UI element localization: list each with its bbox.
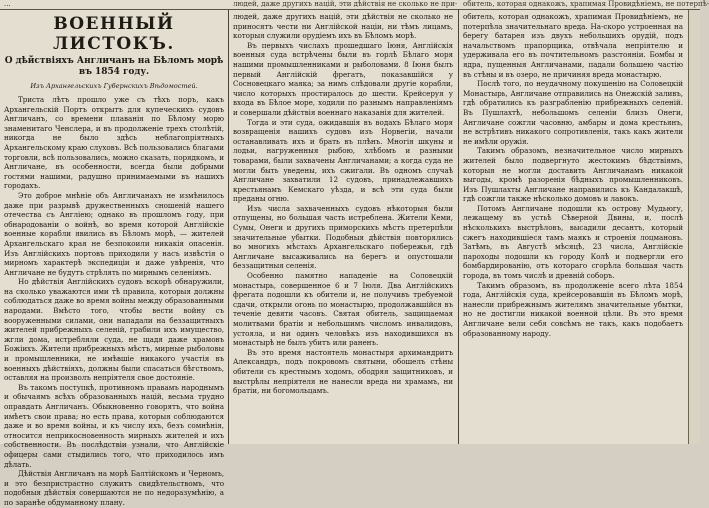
column-divider-1: [228, 10, 229, 444]
paragraph: Дѣйствія Англичанъ на морѣ Балтійскомъ и Черномъ, и это безпристрастно служитъ свидѣтельствомъ, что подобныя дѣйствія совершаются не по недоразумѣнію, а по заранѣе обдуманному плану.: [4, 469, 224, 507]
column-3: [463, 12, 683, 444]
paragraph: Такимъ образомъ, незначительное число мирныхъ жителей было подвергнуто жестокимъ бѣдствіямъ, которыя не могли доставить Англичанамъ никакой выгоды, кромѣ разоренія бѣдныхъ промышленниковъ. Изъ Пушлахты Англичане направились къ Кандалакшѣ, гдѣ сожгли также нѣсколько домовъ и лавокъ.: [463, 146, 683, 204]
paragraph: людей, даже другихъ націй, эти дѣйствія не сколько не приносятъ чести ни Англійской націи, ни тѣмъ лицамъ, которыя служили орудіемъ ихъ въ Бѣломъ морѣ.: [233, 12, 453, 41]
paragraph: Такимъ образомъ, въ продолженіе всего лѣта 1854 года, Англійскія суда, крейсеровавшія въ Бѣломъ морѣ, нанесли прибрежнымъ жителямъ значительные убытки, но не достигли никакой военной цѣли. Въ это время Англичане вели себя совсѣмъ не такъ, какъ подобаетъ образованному народу.: [463, 280, 683, 338]
article-source: Изъ Архангельскихъ Губернскихъ Вѣдомостей.: [30, 82, 198, 90]
paragraph: Изъ числа захваченныхъ судовъ нѣкоторыя были отпущены, но большая часть истреблена. Жители Кеми, Сумы, Онеги и другихъ приморскихъ мѣстъ претерпѣли значительные убытки. Подобныя дѣйствія повторялись во многихъ мѣстахъ Архангельскаго побережья, гдѣ Англичане высаживались на берегъ и опустошали беззащитныя селенія.: [233, 203, 453, 271]
paragraph: Это доброе мнѣніе объ Англичанахъ не измѣнилось даже при разрывѣ дружественныхъ сношеній нашего отечества съ Англіею; однако въ прошломъ году, при обнародованіи о войнѣ, во время которой Англійскіе военные корабли явились въ Бѣломъ морѣ, — жителей Архангельскаго края не безпокоили никакія опасенія. Изъ Англійскихъ портовъ приходили у насъ извѣстія о мирномъ характерѣ экспедиціи и даже увѣренія, что Англичане не будутъ стрѣлять по мирнымъ селеніямъ.: [4, 190, 224, 277]
paragraph: Тогда и эти суда, ожидавшія въ водахъ Бѣлаго моря возвращенія нашихъ судовъ изъ Норвегіи, начали останавливать ихъ и брать въ плѣнъ. Многія шкуны и лодьи, нагруженныя рыбою, хлѣбомъ и разными товарами, были захвачены Англичанами; а когда суда не могли быть уведены, ихъ сжигали. Въ одномъ случаѣ Англичане захватили 12 судовъ, принадлежавшихъ крестьянамъ Кемскаго уѣзда, и всѣ эти суда были преданы огню.: [233, 117, 453, 204]
column-2: [233, 12, 453, 444]
top-strip-left: ...: [4, 0, 11, 8]
paragraph: Въ это время настоятель монастыря архимандритъ Александръ, подъ покровомъ святыни, обошелъ стѣны обители съ крестнымъ ходомъ, ободряя защитниковъ, и выстрѣлы непріятеля не нанесли вреда ни храмамъ, ни братіи, ни богомольцамъ.: [233, 347, 453, 396]
paragraph: Въ такомъ поступкѣ, противномъ правамъ народнымъ и обычаямъ всѣхъ образованныхъ націй, весьма трудно оправдать Англичанъ. Обыкновенно говорятъ, что война имѣетъ свои права; но есть права, которыя соблюдаются даже и во время войны, и къ числу ихъ, безъ сомнѣнія, относится неприкосновенность мирныхъ жителей и ихъ собственности. Въ послѣдствіи узнали, что Англійскіе офицеры сами стыдились того, что приходилось имъ дѣлать.: [4, 382, 224, 469]
column-1: [4, 12, 224, 507]
paragraph: Въ первыхъ числахъ прошедшаго Іюня, Англійскія военныя суда встрѣчены были въ горлѣ Бѣлаго моря нашими промышленниками и рыболовами. 8 Іюня былъ первый Англійскій фрегатъ, показавшійся у Сосновецкаго маяка; за нимъ слѣдовали другіе корабли, число которыхъ простиралось до шести. Крейсеруя у входа въ Бѣлое море, ходили по разнымъ направленіямъ и совершали дѣйствія военнаго наказанія для жителей.: [233, 40, 453, 117]
paragraph: Потомъ Англичане подошли къ острову Мудьюгу, лежащему въ устьѣ Сѣверной Двины, и, послѣ нѣсколькихъ выстрѣловъ, высадили десантъ, который сжегъ находившіеся тамъ маякъ и строенія лоцмановъ. Затѣмъ, въ Августѣ мѣсяцѣ, 23 числа, Англійскіе пароходы подошли къ городу Колѣ и подвергли его бомбардированію, отъ котораго сгорѣла большая часть города, въ томъ числѣ и древній соборъ.: [463, 203, 683, 281]
top-strip: [0, 0, 709, 9]
paragraph: Послѣ того, по неудачному покушенію на Соловецкій Монастырь, Англичане отправились на Онежскій заливъ, гдѣ обратились къ разграбленію прибрежныхъ селеній. Въ Пушлахтѣ, небольшомъ селеніи близъ Онеги, Англичане сожгли часовню, амбары и дома крестьянъ, не встрѣтивъ никакого сопротивленія, такъ какъ жители не имѣли оружія.: [463, 79, 683, 146]
top-strip-mid: людей, даже другихъ націй, эти дѣйствія не сколько не при-: [233, 0, 458, 8]
paragraph: Триста лѣтъ прошло уже съ тѣхъ поръ, какъ Архангельскій Портъ открытъ для купеческихъ судовъ Англичанъ, со времени плаванія по Бѣлому морю знаменитаго Ченслера, и въ продолженіе трехъ столѣтій, никогда не было здѣсь неблагопріятныхъ Архангельскому краю слуховъ. Всѣ пользовались благами торговли, всѣ пользовались, можно сказать, порядкомъ, и Англичане, въ особенности, всегда были добрыми гостями нашими, радушно принимаемыми въ нашихъ городахъ.: [4, 95, 224, 191]
article-headline: О дѣйствіяхъ Англичанъ на Бѣломъ морѣ въ 1854 году.: [4, 56, 224, 77]
page-edge: [688, 10, 700, 444]
header-rule: [0, 9, 700, 10]
column-divider-2: [458, 10, 459, 444]
masthead: ВОЕННЫЙ ЛИСТОКЪ.: [53, 14, 175, 54]
top-strip-right: обитель, которая однакожъ, храпимая Провидѣніемъ, не потерпѣ-: [463, 0, 709, 8]
paragraph: Особенно памятно нападеніе на Соловецкій монастырь, совершенное 6 и 7 Іюля. Два Англійскихъ фрегата подошли къ обители и, не получивъ требуемой сдачи, открыли огонь по монастырю, продолжавшійся въ теченіе девяти часовъ. Святая обитель, защищаемая молитвами братіи и небольшимъ числомъ инвалидовъ, устояла, и ни одинъ человѣкъ изъ находившихся въ монастырѣ не былъ убитъ или раненъ.: [233, 271, 453, 348]
paragraph: обитель, которая однакожъ, храпимая Провидѣніемъ, не потерпѣла значительнаго вреда. На-скоро устроенная на берегу батарея изъ двухъ небольшихъ орудій, подъ начальствомъ прапорщика, отвѣчала непріятелю и удерживала его въ почтительномъ разстояніи. Бомбы и ядра, пущенныя Англичанами, падали большею частію въ стѣны и въ озеро, не причиняя вреда монастырю.: [463, 12, 683, 79]
paragraph: Но дѣйствія Англійскихъ судовъ вскорѣ обнаружили, на сколько уважаются ими тѣ правила, которыя должны соблюдаться даже во время войны между образованными народами. Вмѣсто того, чтобы вести войну съ вооруженными силами, они нападали на беззащитныхъ жителей прибрежныхъ селеній, грабили ихъ имущество, жгли дома, истребляли суда, не щадя даже храмовъ Божіихъ. Жители прибрежныхъ мѣстъ, мирные рыболовы и промышленники, не имѣвшіе никакого участія въ военныхъ дѣйствіяхъ, должны были спасаться бѣгствомъ, оставляя на произволъ непріятеля свое достояніе.: [4, 277, 224, 383]
